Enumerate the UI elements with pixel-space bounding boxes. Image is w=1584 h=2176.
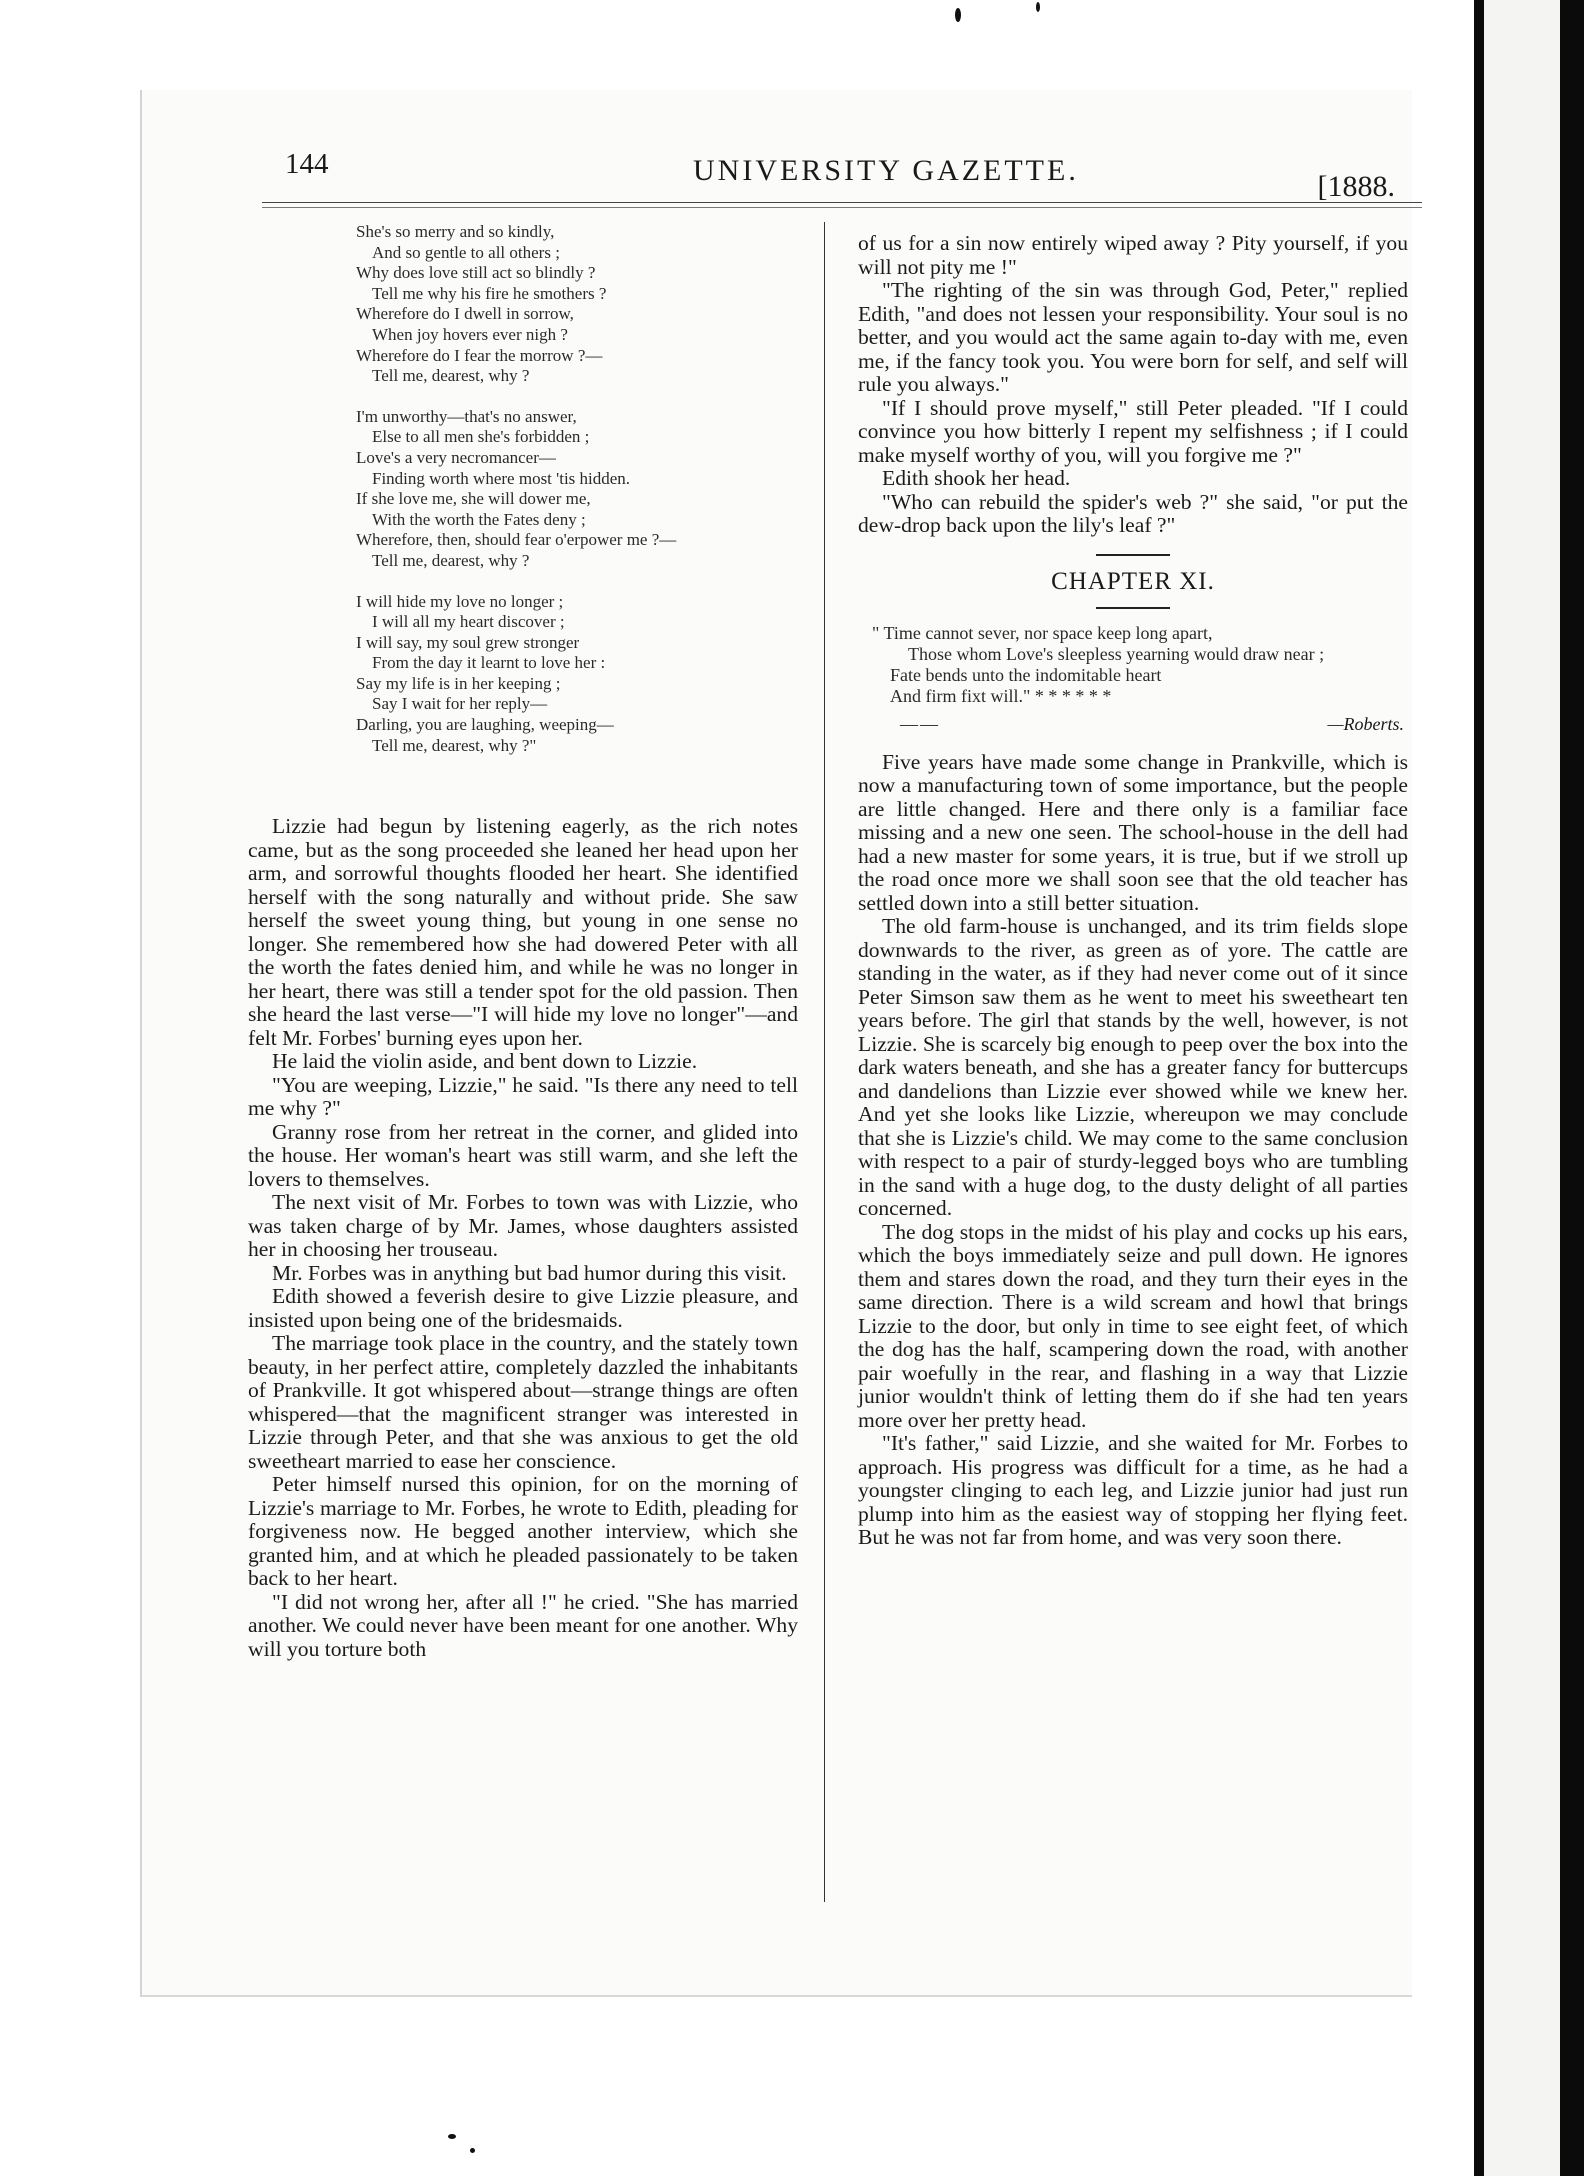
paragraph: Lizzie had begun by listening eagerly, as the rich notes came, but as the song proceeded she leaned her head upon her arm, and sorrowful thoughts flooded her heart. She identified herself with the song naturally and without pride. She saw herself the sweet young thing, but young in one sense no longer. She remembered how she had dowered Peter with all the worth the fates denied him, and while he was no longer in her heart, there was still a tender spot for the old passion. Then she heard the last verse—"I will hide my love no longer"—and felt Mr. Forbes' burning eyes upon her. — [248, 814, 798, 1050]
epigraph-line: Fate bends unto the indomitable heart — [890, 665, 1162, 685]
poem-line: Tell me why his fire he smothers ? — [372, 283, 607, 303]
poem-line: Darling, you are laughing, weeping— — [356, 715, 614, 735]
poem-line: If she love me, she will dower me, — [356, 489, 591, 509]
paragraph: The marriage took place in the country, and the stately town beauty, in her perfect attire, completely dazzled the inhabitants of Prankville. It got whispered about—strange things are often whispered—that the magnificent stranger was interested in Lizzie through Peter, and that she was anxious to get the old sweetheart married to ease her conscience. — [248, 1331, 798, 1473]
poem-line: Wherefore do I dwell in sorrow, — [356, 304, 574, 324]
poem-stanza — [356, 222, 816, 387]
paragraph: "You are weeping, Lizzie," he said. "Is there any need to tell me why ?" — [248, 1072, 798, 1120]
poem-line: Tell me, dearest, why ? — [372, 366, 530, 386]
poem-line: From the day it learnt to love her : — [372, 653, 606, 673]
scan-speck — [448, 2134, 456, 2139]
poem-stanza — [356, 407, 816, 572]
poem-stanza — [356, 592, 816, 757]
header-rule — [262, 202, 1422, 203]
scan-speck — [1036, 2, 1040, 12]
paragraph: He laid the violin aside, and bent down to Lizzie. — [272, 1049, 698, 1073]
poem-line: Wherefore do I fear the morrow ?— — [356, 345, 603, 365]
epigraph — [858, 623, 1408, 707]
poem-line: Why does love still act so blindly ? — [356, 263, 596, 283]
epigraph-attribution — [858, 713, 1408, 737]
paragraph: "I did not wrong her, after all !" he cried. "She has married another. We could never have been meant for one another. Why will you torture both — [248, 1589, 798, 1661]
paragraph: "It's father," said Lizzie, and she waited for Mr. Forbes to approach. His progress was difficult for a time, as he had a youngster clinging to each leg, and Lizzie junior had just run plump into him as the easiest way of stopping her flying feet. But he was not far from home, and was very soon there. — [858, 1431, 1408, 1549]
page-number: 144 — [285, 148, 329, 180]
poem-line: I'm unworthy—that's no answer, — [356, 406, 577, 426]
attribution-author: —Roberts. — [1327, 714, 1404, 734]
publication-year: [1888. — [1317, 170, 1395, 203]
scan-edge-shadow — [1474, 0, 1484, 2176]
paragraph: Edith showed a feverish desire to give Lizzie pleasure, and insisted upon being one of the bridesmaids. — [248, 1284, 798, 1332]
poem-line: Say I wait for her reply— — [372, 694, 548, 714]
scan-speck — [955, 8, 961, 22]
poem-line: Finding worth where most 'tis hidden. — [372, 468, 631, 488]
poem-line: Else to all men she's forbidden ; — [372, 427, 590, 447]
paragraph: "If I should prove myself," still Peter pleaded. "If I could convince you how bitterly I repent my selfishness ; if I could make myself worthy of you, will you forgive me ?" — [858, 395, 1408, 467]
epigraph-line: And firm fixt will." * * * * * * — [890, 686, 1112, 706]
publication-title: UNIVERSITY GAZETTE. — [693, 154, 1079, 187]
poem — [356, 222, 816, 776]
epigraph-line: " Time cannot sever, nor space keep long apart, — [872, 623, 1213, 643]
paragraph: The dog stops in the midst of his play and cocks up his ears, which the boys immediately seize and pull down. He ignores them and stares down the road, and they turn their eyes in the same direction. There is a wild scream and howl that brings Lizzie to the door, but only in time to see eight feet, of which the dog has the half, scampering down the road, with another pair woefully in the rear, and flashing in a way that Lizzie junior wouldn't think of letting them do if she had ten years more over her pretty head. — [858, 1219, 1408, 1432]
poem-line: With the worth the Fates deny ; — [372, 509, 586, 529]
epigraph-line: Those whom Love's sleepless yearning would draw near ; — [908, 644, 1325, 664]
poem-line: Say my life is in her keeping ; — [356, 673, 561, 693]
poem-line: When joy hovers ever nigh ? — [372, 324, 568, 344]
chapter-heading: CHAPTER XI. — [1051, 567, 1215, 595]
poem-line: I will say, my soul grew stronger — [356, 632, 580, 652]
paragraph: The old farm-house is unchanged, and its trim fields slope downwards to the river, as green as of yore. The cattle are standing in the water, as if they had never come out of it since Peter Simson saw them as he went to meet his sweetheart ten years before. The girl that stands by the well, however, is not Lizzie. She is scarcely big enough to peep over the box into the dark waters beneath, and she has a greater fancy for buttercups and dandelions than Lizzie ever showed while we knew her. And yet she looks like Lizzie, whereupon we may conclude that she is Lizzie's child. We may come to the same conclusion with respect to a pair of sturdy-legged boys who are tumbling in the sand with a huge dog, to the dusty delight of all parties concerned. — [858, 914, 1408, 1220]
poem-line: She's so merry and so kindly, — [356, 222, 555, 241]
running-header — [285, 142, 1435, 203]
attribution-dash: —— — [900, 714, 940, 734]
paragraph: "The righting of the sin was through God, Peter," replied Edith, "and does not lessen your responsibility. Your soul is no better, and you would act the same again to-day with me, even me, if the fancy took you. You were born for self, and self will rule you always." — [858, 278, 1408, 396]
paragraph: "Who can rebuild the spider's web ?" she said, "or put the dew-drop back upon the lily's leaf ?" — [858, 489, 1408, 537]
paragraph: The next visit of Mr. Forbes to town was with Lizzie, who was taken charge of by Mr. James, whose daughters assisted her in choosing her trouseau. — [248, 1190, 798, 1261]
column-divider — [824, 222, 825, 1902]
poem-line: Tell me, dearest, why ?" — [372, 735, 537, 755]
paragraph: Five years have made some change in Prankville, which is now a manufacturing town of some importance, but the people are little changed. Here and there only is a familiar face missing and a new one seen. The school-house in the dell had had a new master for some years, it is true, but if we stroll up the road once more we shall soon see that the old teacher has settled down into a still better situation. — [858, 749, 1408, 915]
poem-line: I will hide my love no longer ; — [356, 591, 564, 611]
paragraph: Granny rose from her retreat in the corner, and glided into the house. Her woman's heart was still warm, and she left the lovers to themselves. — [248, 1119, 798, 1191]
poem-line: Love's a very necromancer— — [356, 447, 556, 467]
poem-line: And so gentle to all others ; — [372, 242, 560, 262]
scan-speck — [470, 2148, 475, 2153]
header-rule-thin — [262, 207, 1422, 208]
section-rule — [1096, 554, 1170, 556]
left-column — [248, 815, 798, 1661]
chapter-body — [858, 751, 1408, 1550]
poem-line: Tell me, dearest, why ? — [372, 550, 530, 570]
scan-edge-shadow-outer — [1560, 0, 1584, 2176]
section-rule — [1096, 607, 1170, 609]
dialogue-continuation — [858, 232, 1408, 538]
poem-line: Wherefore, then, should fear o'erpower me ?— — [356, 530, 677, 550]
paragraph: Edith shook her head. — [882, 466, 1071, 490]
right-column — [858, 232, 1408, 1550]
scan-margin — [1484, 0, 1560, 2176]
poem-line: I will all my heart discover ; — [372, 612, 565, 632]
paragraph: of us for a sin now entirely wiped away ? Pity yourself, if you will not pity me !" — [858, 231, 1408, 279]
paragraph: Mr. Forbes was in anything but bad humor during this visit. — [272, 1260, 787, 1285]
paragraph: Peter himself nursed this opinion, for on the morning of Lizzie's marriage to Mr. Forbes, he wrote to Edith, pleading for forgiveness now. He begged another interview, which she granted him, and at which he pleaded passionately to be taken back to her heart. — [248, 1472, 798, 1590]
